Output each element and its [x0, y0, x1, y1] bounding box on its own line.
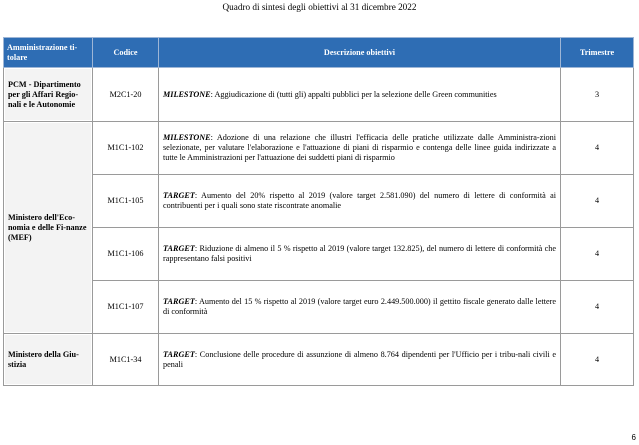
objective-kind: TARGET: [163, 297, 195, 306]
table-header-row: [4, 38, 634, 68]
description-cell: [159, 334, 561, 386]
table-row: [4, 228, 634, 281]
administration-cell: PCM - Dipartimento per gli Affari Regio-nali e le Autonomie: [4, 68, 93, 122]
description-cell: [159, 175, 561, 228]
objectives-table: [3, 37, 634, 386]
objective-text: : Aumento del 15 % rispetto al 2019 (valore target euro 2.449.500.000) il gettito fiscale generato dalle lettere di conformità: [163, 297, 556, 316]
table-row: [4, 122, 634, 175]
code-cell: M1C1-105: [93, 175, 159, 228]
quarter-cell: 4: [561, 334, 634, 386]
header-code: Codice: [93, 38, 159, 68]
table-row: [4, 281, 634, 334]
objective-text: : Aumento del 20% rispetto al 2019 (valore target 2.581.090) del numero di lettere di conformità ai contribuenti per i quali sono state riscontrate anomalie: [163, 191, 556, 210]
objective-text: : Riduzione di almeno il 5 % rispetto al 2019 (valore target 132.825), del numero di lettere di conformità che rappresentano falsi positivi: [163, 244, 556, 263]
code-cell: M1C1-106: [93, 228, 159, 281]
quarter-cell: 4: [561, 175, 634, 228]
header-administration: Amministrazione ti-tolare: [4, 38, 93, 68]
header-quarter: Trimestre: [561, 38, 634, 68]
description-cell: [159, 122, 561, 175]
code-cell: M2C1-20: [93, 68, 159, 122]
objective-text: : Aggiudicazione di (tutti gli) appalti pubblici per la selezione delle Green communities: [210, 89, 497, 99]
objective-kind: TARGET: [163, 191, 195, 200]
objective-text: : Conclusione delle procedure di assunzione di almeno 8.764 dipendenti per l'Ufficio per i tribu-nali civili e penali: [163, 349, 556, 369]
description-cell: [159, 281, 561, 334]
quarter-cell: 4: [561, 228, 634, 281]
quarter-cell: 3: [561, 68, 634, 122]
description-cell: [159, 68, 561, 122]
objective-kind: TARGET: [163, 244, 195, 253]
quarter-cell: 4: [561, 281, 634, 334]
objective-kind: TARGET: [163, 349, 195, 359]
code-cell: M1C1-102: [93, 122, 159, 175]
table-row: [4, 175, 634, 228]
table-row: [4, 68, 634, 122]
description-cell: [159, 228, 561, 281]
objective-text: : Adozione di una relazione che illustri l'efficacia delle pratiche utilizzate dalle Amministra-zioni selezionate, per valutare l'elaborazione e l'attuazione di piani di risparmio e contenga delle linee guida indirizzate a tutte le Amministrazioni per l'attuazione dei suddetti piani di risparmio: [163, 133, 556, 162]
objective-kind: MILESTONE: [163, 89, 211, 99]
header-description: Descrizione obiettivi: [159, 38, 561, 68]
quarter-cell: 4: [561, 122, 634, 175]
objective-kind: MILESTONE: [163, 133, 211, 142]
page-title: Quadro di sintesi degli obiettivi al 31 dicembre 2022: [222, 2, 417, 12]
table-row: [4, 334, 634, 386]
code-cell: M1C1-34: [93, 334, 159, 386]
code-cell: M1C1-107: [93, 281, 159, 334]
administration-cell: Ministero dell'Eco-nomia e delle Fi-nanze (MEF): [4, 122, 93, 334]
page-number: 6: [631, 433, 636, 442]
administration-cell: Ministero della Giu-stizia: [4, 334, 93, 386]
